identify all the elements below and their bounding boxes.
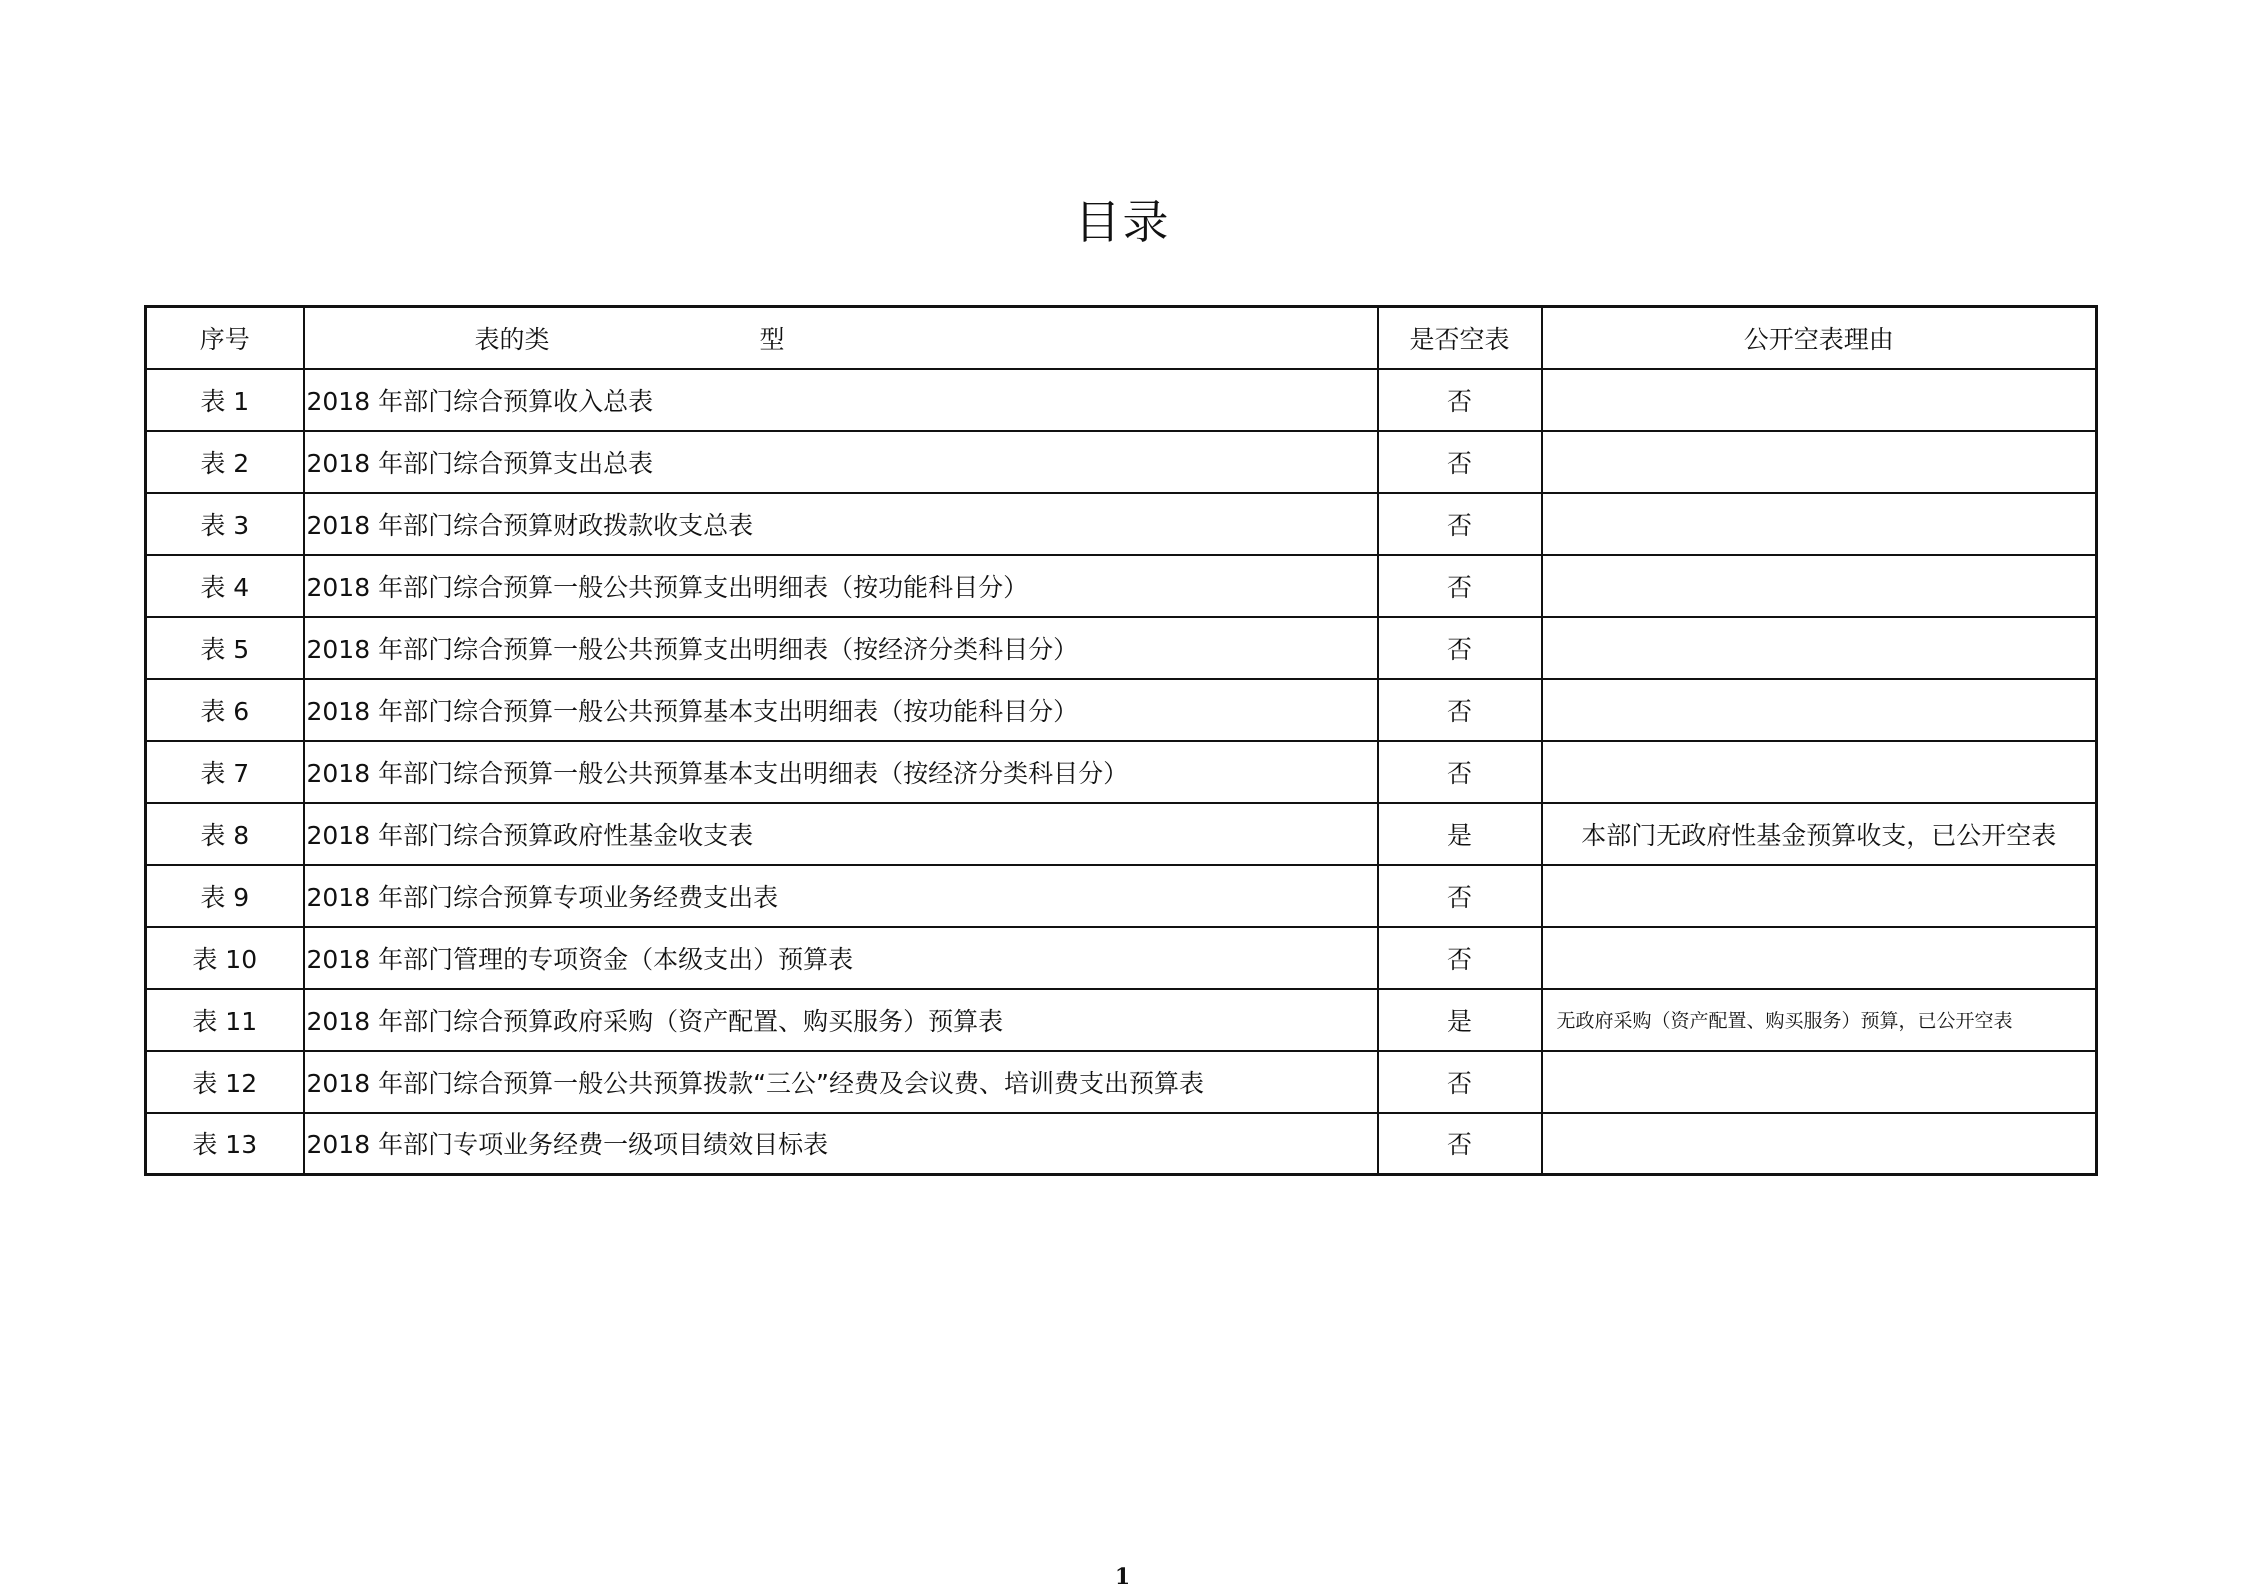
table-row — [146, 679, 2097, 741]
row-is-empty: 否 — [1378, 1113, 1542, 1175]
table-row — [146, 369, 2097, 431]
header-seq: 序号 — [146, 307, 304, 369]
row-seq: 表 1 — [146, 369, 304, 431]
table-header-row — [146, 307, 2097, 369]
row-seq: 表 5 — [146, 617, 304, 679]
header-reason: 公开空表理由 — [1542, 307, 2097, 369]
row-reason — [1542, 431, 2097, 493]
row-reason — [1542, 927, 2097, 989]
row-type: 2018 年部门管理的专项资金（本级支出）预算表 — [304, 927, 1378, 989]
table-row — [146, 1113, 2097, 1175]
table-row — [146, 927, 2097, 989]
row-is-empty: 否 — [1378, 865, 1542, 927]
row-type: 2018 年部门综合预算收入总表 — [304, 369, 1378, 431]
row-reason — [1542, 369, 2097, 431]
row-is-empty: 否 — [1378, 369, 1542, 431]
table-row — [146, 617, 2097, 679]
row-is-empty: 否 — [1378, 679, 1542, 741]
row-seq: 表 13 — [146, 1113, 304, 1175]
row-is-empty: 否 — [1378, 555, 1542, 617]
row-is-empty: 是 — [1378, 989, 1542, 1051]
row-is-empty: 否 — [1378, 927, 1542, 989]
row-is-empty: 否 — [1378, 493, 1542, 555]
row-seq: 表 9 — [146, 865, 304, 927]
row-reason — [1542, 741, 2097, 803]
row-type: 2018 年部门综合预算专项业务经费支出表 — [304, 865, 1378, 927]
row-is-empty: 否 — [1378, 1051, 1542, 1113]
row-seq: 表 12 — [146, 1051, 304, 1113]
row-seq: 表 6 — [146, 679, 304, 741]
row-type: 2018 年部门综合预算一般公共预算支出明细表（按功能科目分） — [304, 555, 1378, 617]
table-row — [146, 989, 2097, 1051]
row-seq: 表 8 — [146, 803, 304, 865]
header-type-part2: 型 — [759, 324, 785, 354]
row-is-empty: 是 — [1378, 803, 1542, 865]
row-seq: 表 2 — [146, 431, 304, 493]
row-type: 2018 年部门综合预算一般公共预算基本支出明细表（按功能科目分） — [304, 679, 1378, 741]
row-reason: 本部门无政府性基金预算收支，已公开空表 — [1542, 803, 2097, 865]
row-reason — [1542, 493, 2097, 555]
header-type-part1: 表的类 — [474, 324, 550, 354]
row-seq: 表 10 — [146, 927, 304, 989]
page-title: 目录 — [1074, 195, 1171, 249]
row-type: 2018 年部门综合预算财政拨款收支总表 — [304, 493, 1378, 555]
row-type: 2018 年部门综合预算政府采购（资产配置、购买服务）预算表 — [304, 989, 1378, 1051]
table-row — [146, 1051, 2097, 1113]
row-type: 2018 年部门综合预算一般公共预算基本支出明细表（按经济分类科目分） — [304, 741, 1378, 803]
table-row — [146, 493, 2097, 555]
row-seq: 表 4 — [146, 555, 304, 617]
table-of-contents — [144, 305, 2098, 1176]
header-is-empty: 是否空表 — [1378, 307, 1542, 369]
row-is-empty: 否 — [1378, 741, 1542, 803]
row-type: 2018 年部门综合预算一般公共预算支出明细表（按经济分类科目分） — [304, 617, 1378, 679]
row-seq: 表 7 — [146, 741, 304, 803]
table-row — [146, 803, 2097, 865]
row-reason — [1542, 617, 2097, 679]
row-reason — [1542, 679, 2097, 741]
row-reason — [1542, 555, 2097, 617]
row-seq: 表 11 — [146, 989, 304, 1051]
row-type: 2018 年部门综合预算政府性基金收支表 — [304, 803, 1378, 865]
row-seq: 表 3 — [146, 493, 304, 555]
row-is-empty: 否 — [1378, 431, 1542, 493]
row-type: 2018 年部门综合预算支出总表 — [304, 431, 1378, 493]
table-row — [146, 865, 2097, 927]
row-type: 2018 年部门专项业务经费一级项目绩效目标表 — [304, 1113, 1378, 1175]
page-number: 1 — [1114, 1564, 1131, 1590]
row-reason — [1542, 1113, 2097, 1175]
row-type: 2018 年部门综合预算一般公共预算拨款“三公”经费及会议费、培训费支出预算表 — [304, 1051, 1378, 1113]
table-row — [146, 741, 2097, 803]
row-reason — [1542, 1051, 2097, 1113]
row-reason — [1542, 865, 2097, 927]
row-is-empty: 否 — [1378, 617, 1542, 679]
row-reason: 无政府采购（资产配置、购买服务）预算，已公开空表 — [1542, 989, 2097, 1051]
table-row — [146, 555, 2097, 617]
table-row — [146, 431, 2097, 493]
header-type — [304, 307, 1378, 369]
